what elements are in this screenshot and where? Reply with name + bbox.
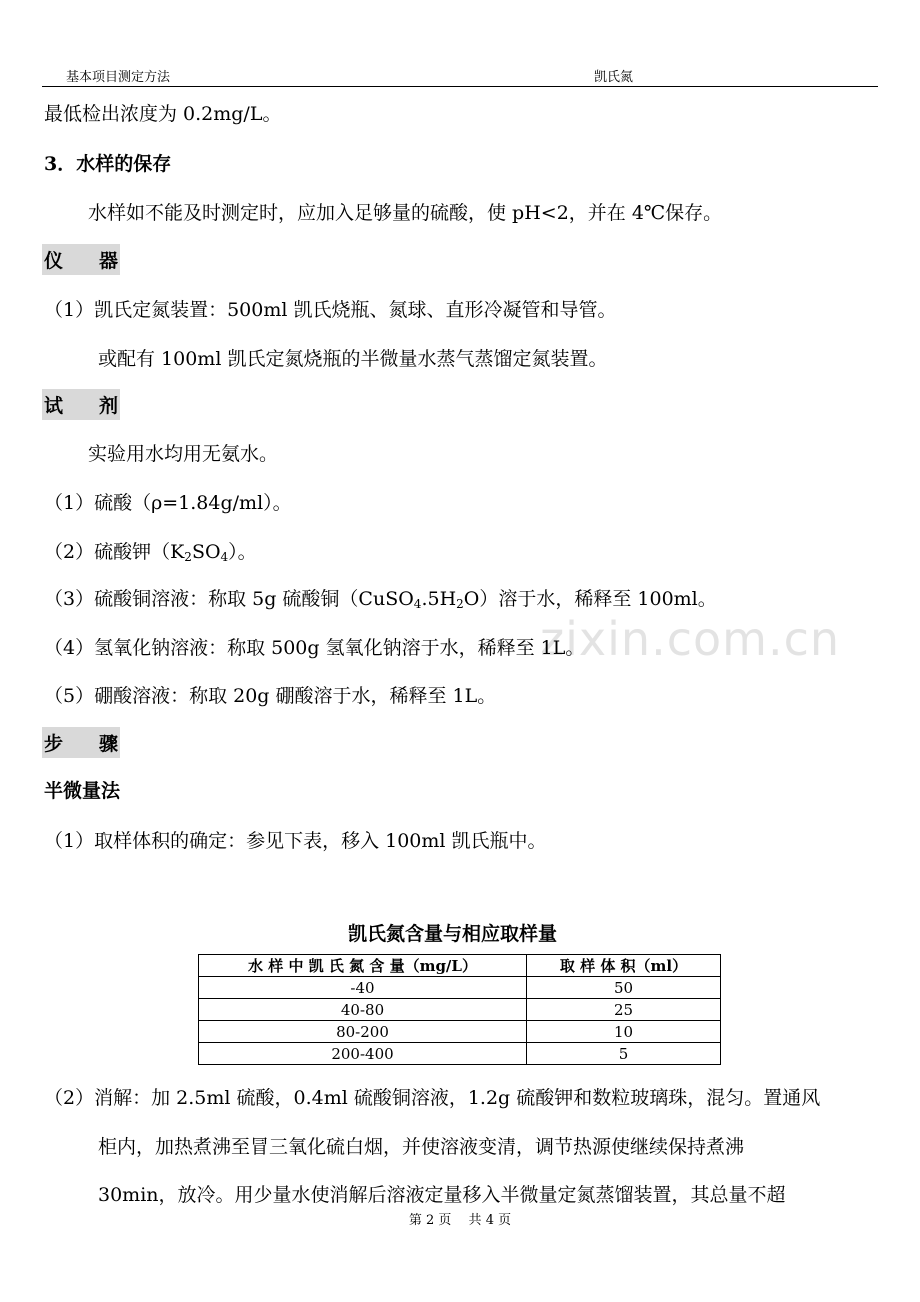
- header-right: 凯氏氮: [594, 70, 634, 85]
- table-row: [199, 999, 721, 1021]
- table-cell-content: 80-200: [199, 1021, 527, 1043]
- instrument-item-1: （1）凯氏定氮装置：500ml 凯氏烧瓶、氮球、直形冷凝管和导管。: [44, 299, 617, 321]
- min-detection-text: 最低检出浓度为 0.2mg/L。: [44, 103, 282, 125]
- section-3-title: 3．水样的保存: [44, 153, 172, 175]
- header-left: 基本项目测定方法: [66, 70, 171, 85]
- table-cell-volume: 25: [527, 999, 721, 1021]
- table-header-content: 水 样 中 凯 氏 氮 含 量（mg/L）: [199, 955, 527, 977]
- reagents-heading: 试 剂: [42, 389, 120, 420]
- table-cell-content: -40: [199, 977, 527, 999]
- semi-micro-title: 半微量法: [44, 780, 121, 802]
- table-cell-volume: 10: [527, 1021, 721, 1043]
- table-row: [199, 1021, 721, 1043]
- reagent-item-1: （1）硫酸（ρ=1.84g/ml）。: [44, 492, 292, 514]
- reagent-item-5: （5）硼酸溶液：称取 20g 硼酸溶于水，稀释至 1L。: [44, 685, 497, 707]
- table-cell-content: 40-80: [199, 999, 527, 1021]
- reagent-item-3: （3）硫酸铜溶液：称取 5g 硫酸铜$(CuSO_4.5H_2O)$溶于水，稀释至 100ml。: [44, 588, 717, 611]
- header-divider: [42, 86, 878, 87]
- page-footer: 第 2 页 共 4 页: [408, 1213, 512, 1228]
- section-3-body: 水样如不能及时测定时，应加入足够量的硫酸，使 pH<2，并在 4℃保存。: [88, 202, 723, 224]
- table-title: 凯氏氮含量与相应取样量: [348, 923, 558, 945]
- table-header-row: [199, 955, 721, 977]
- step-item-2-line-1: （2）消解：加 2.5ml 硫酸，0.4ml 硫酸铜溶液，1.2g 硫酸钾和数粒玻璃珠，混匀。置通风: [44, 1087, 821, 1109]
- table-header-volume: 取 样 体 积（ml）: [527, 955, 721, 977]
- table-cell-volume: 5: [527, 1043, 721, 1065]
- instrument-item-1-alt: 或配有 100ml 凯氏定氮烧瓶的半微量水蒸气蒸馏定氮装置。: [98, 348, 608, 370]
- reagent-item-4: （4）氢氧化钠溶液：称取 500g 氢氧化钠溶于水，稀释至 1L。: [44, 637, 585, 659]
- instruments-heading: 仪 器: [42, 244, 120, 275]
- step-item-2-line-3: 30min，放冷。用少量水使消解后溶液定量移入半微量定氮蒸馏装置，其总量不超: [98, 1184, 786, 1206]
- step-item-1: （1）取样体积的确定：参见下表，移入 100ml 凯氏瓶中。: [44, 830, 547, 852]
- step-item-2-line-2: 柜内，加热煮沸至冒三氧化硫白烟，并使溶液变清，调节热源使继续保持煮沸: [98, 1136, 745, 1158]
- table-cell-volume: 50: [527, 977, 721, 999]
- watermark: zixin.com.cn: [540, 612, 841, 666]
- reagent-item-2: （2）硫酸钾$(K_2SO_4)$。: [44, 541, 257, 564]
- table-row: [199, 977, 721, 999]
- reagents-intro: 实验用水均用无氨水。: [88, 443, 279, 465]
- kjeldahl-sample-table: [198, 954, 721, 1065]
- table-row: [199, 1043, 721, 1065]
- table-cell-content: 200-400: [199, 1043, 527, 1065]
- steps-heading: 步 骤: [42, 727, 120, 758]
